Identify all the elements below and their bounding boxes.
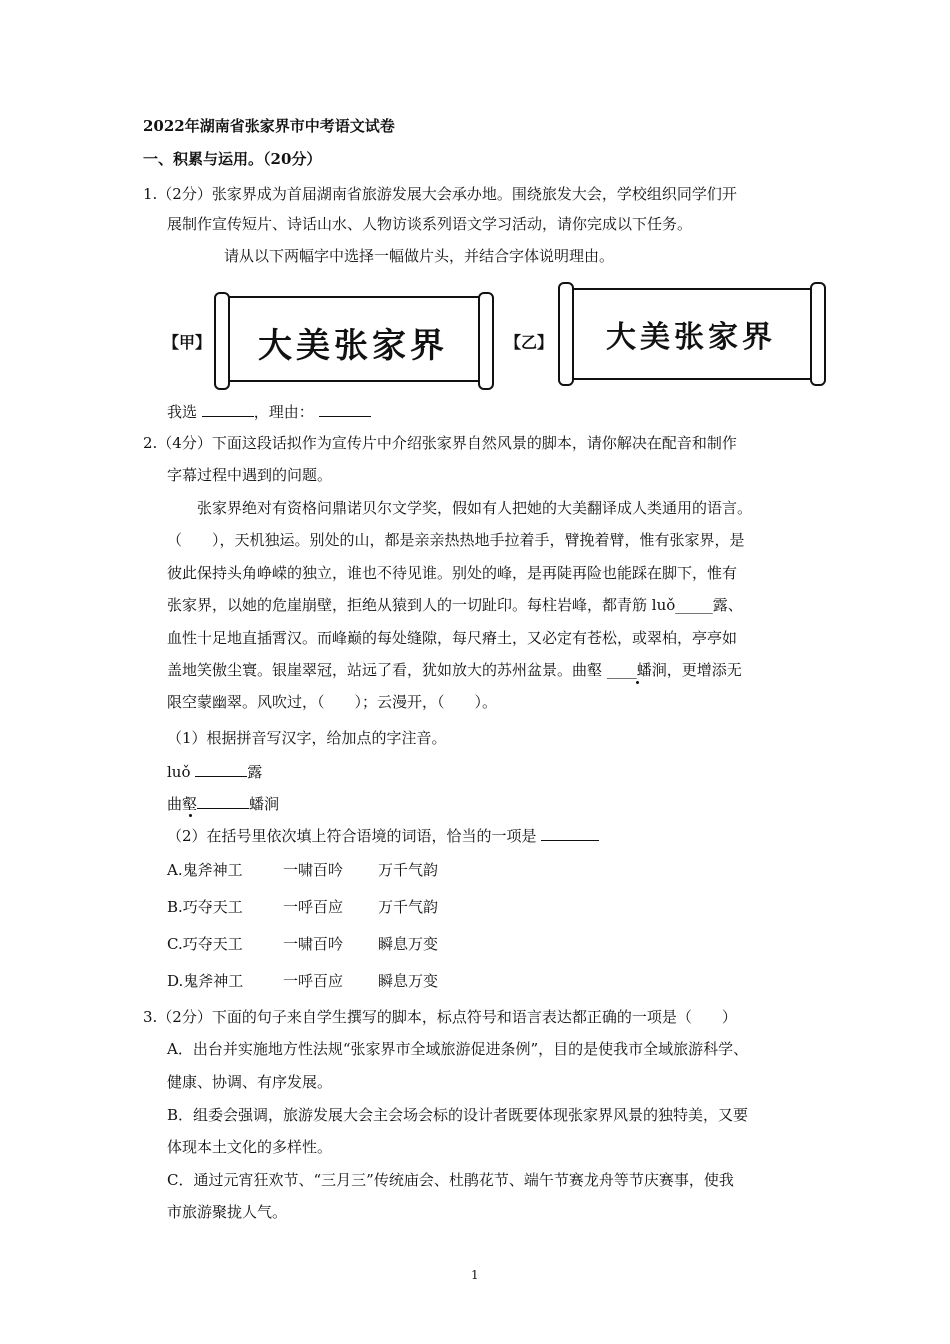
answer-prefix: 我选 [167,403,198,421]
question-2-line-2: 字幕过程中遇到的问题。 [167,466,333,484]
option-b-col3: 万千气韵 [378,898,439,916]
passage-line-2: （ ），天机独运。别处的山，都是亲亲热热地手拉着手，臂挽着臂，惟有张家界，是 [167,531,745,549]
option-d-col3: 瞬息万变 [378,972,439,990]
question-3-option-c-2: 市旅游聚拢人气。 [167,1203,288,1221]
answer-middle: ，理由： [253,403,314,421]
option-a-col1: A.鬼斧神工 [167,861,243,879]
sub1-b-prefix: 曲壑 [167,795,198,813]
passage-line-4: 张家界，以她的危崖崩壁，拒绝从猿到人的一切趾印。每柱岩峰，都青筋 luǒ_____露、 [167,596,743,614]
option-row [167,935,439,953]
sub1-a-suffix: 露 [247,763,263,781]
question-3-stem: 3.（2分）下面的句子来自学生撰写的脚本，标点符号和语言表达都正确的一项是（ ） [143,1008,737,1026]
document-title: 2022年湖南省张家界市中考语文试卷 [143,117,395,135]
sub1-b-suffix: 蟠涧 [249,795,280,813]
option-c-col3: 瞬息万变 [378,935,439,953]
question-3-option-b-1: B．组委会强调，旅游发展大会主会场会标的设计者既要体现张家界风景的独特美，又要 [167,1106,749,1124]
emphasis-dot [636,681,639,684]
passage-line-6: 盖地笑傲尘寰。银崖翠冠，站远了看，犹如放大的苏州盆景。曲壑 ____蟠涧，更增添无 [167,661,742,679]
sub2-blank[interactable] [541,826,599,841]
answer-blank-choice[interactable] [202,402,254,417]
label-yi: 【乙】 [505,333,554,352]
scroll-jia-text: 大美张家界 [258,326,448,366]
passage-line-7: 限空蒙幽翠。风吹过，（ ）；云漫开，（ ）。 [167,693,498,711]
option-a-col2: 一啸百吟 [283,861,344,879]
passage-line-1: 张家界绝对有资格问鼎诺贝尔文学奖，假如有人把她的大美翻译成人类通用的语言。 [197,499,753,517]
answer-blank-reason[interactable] [319,402,371,417]
passage-line-3: 彼此保持头角峥嵘的独立，谁也不待见谁。别处的峰，是再陡再险也能踩在脚下，惟有 [167,564,738,582]
question-3-option-a-2: 健康、协调、有序发展。 [167,1073,333,1091]
sub1-answer-b [167,794,279,813]
scroll-yi [558,282,824,386]
sub-question-2 [167,826,599,845]
question-1-line-2: 展制作宣传短片、诗话山水、人物访谈系列语文学习活动，请你完成以下任务。 [167,215,693,233]
option-d-col2: 一呼百应 [283,972,344,990]
option-b-col2: 一呼百应 [283,898,344,916]
option-c-col1: C.巧夺天工 [167,935,243,953]
sub1-a-blank[interactable] [195,762,247,777]
option-row [167,972,439,990]
option-d-col1: D.鬼斧神工 [167,972,244,990]
page-number: 1 [471,1268,479,1282]
option-a-col3: 万千气韵 [378,861,439,879]
sub2-text: （2）在括号里依次填上符合语境的词语，恰当的一项是 [167,827,537,845]
question-2-line-1: 2.（4分）下面这段话拟作为宣传片中介绍张家界自然风景的脚本，请你解决在配音和制作 [143,434,737,452]
option-b-col1: B.巧夺天工 [167,898,243,916]
label-jia: 【甲】 [163,333,212,352]
emphasis-dot [189,814,192,817]
sub1-b-blank[interactable] [197,794,249,809]
question-1-line-1: 1.（2分）张家界成为首届湖南省旅游发展大会承办地。围绕旅发大会，学校组织同学们开 [143,185,737,203]
passage-line-5: 血性十足地直插霄汉。而峰巅的每处缝隙，每尺瘠土，又必定有苍松，或翠柏，亭亭如 [167,629,738,647]
sub1-a-pinyin: luǒ [167,763,191,781]
scroll-yi-text: 大美张家界 [606,320,776,355]
scroll-jia [214,292,492,390]
question-3-option-a-1: A．出台并实施地方性法规“张家界市全域旅游促进条例”，目的是使我市全域旅游科学、 [167,1040,749,1058]
question-1-answer-line [167,402,371,421]
question-3-option-b-2: 体现本土文化的多样性。 [167,1138,333,1156]
option-row [167,898,439,916]
section-heading: 一、积累与运用。（20分） [143,150,322,168]
question-3-option-c-1: C．通过元宵狂欢节、“三月三”传统庙会、杜鹃花节、端午节赛龙舟等节庆赛事，使我 [167,1171,734,1189]
option-c-col2: 一啸百吟 [283,935,344,953]
option-row [167,861,439,879]
sub1-answer-a [167,762,262,781]
question-1-instruction: 请从以下两幅字中选择一幅做片头，并结合字体说明理由。 [224,247,615,265]
sub-question-1: （1）根据拼音写汉字，给加点的字注音。 [167,729,447,747]
